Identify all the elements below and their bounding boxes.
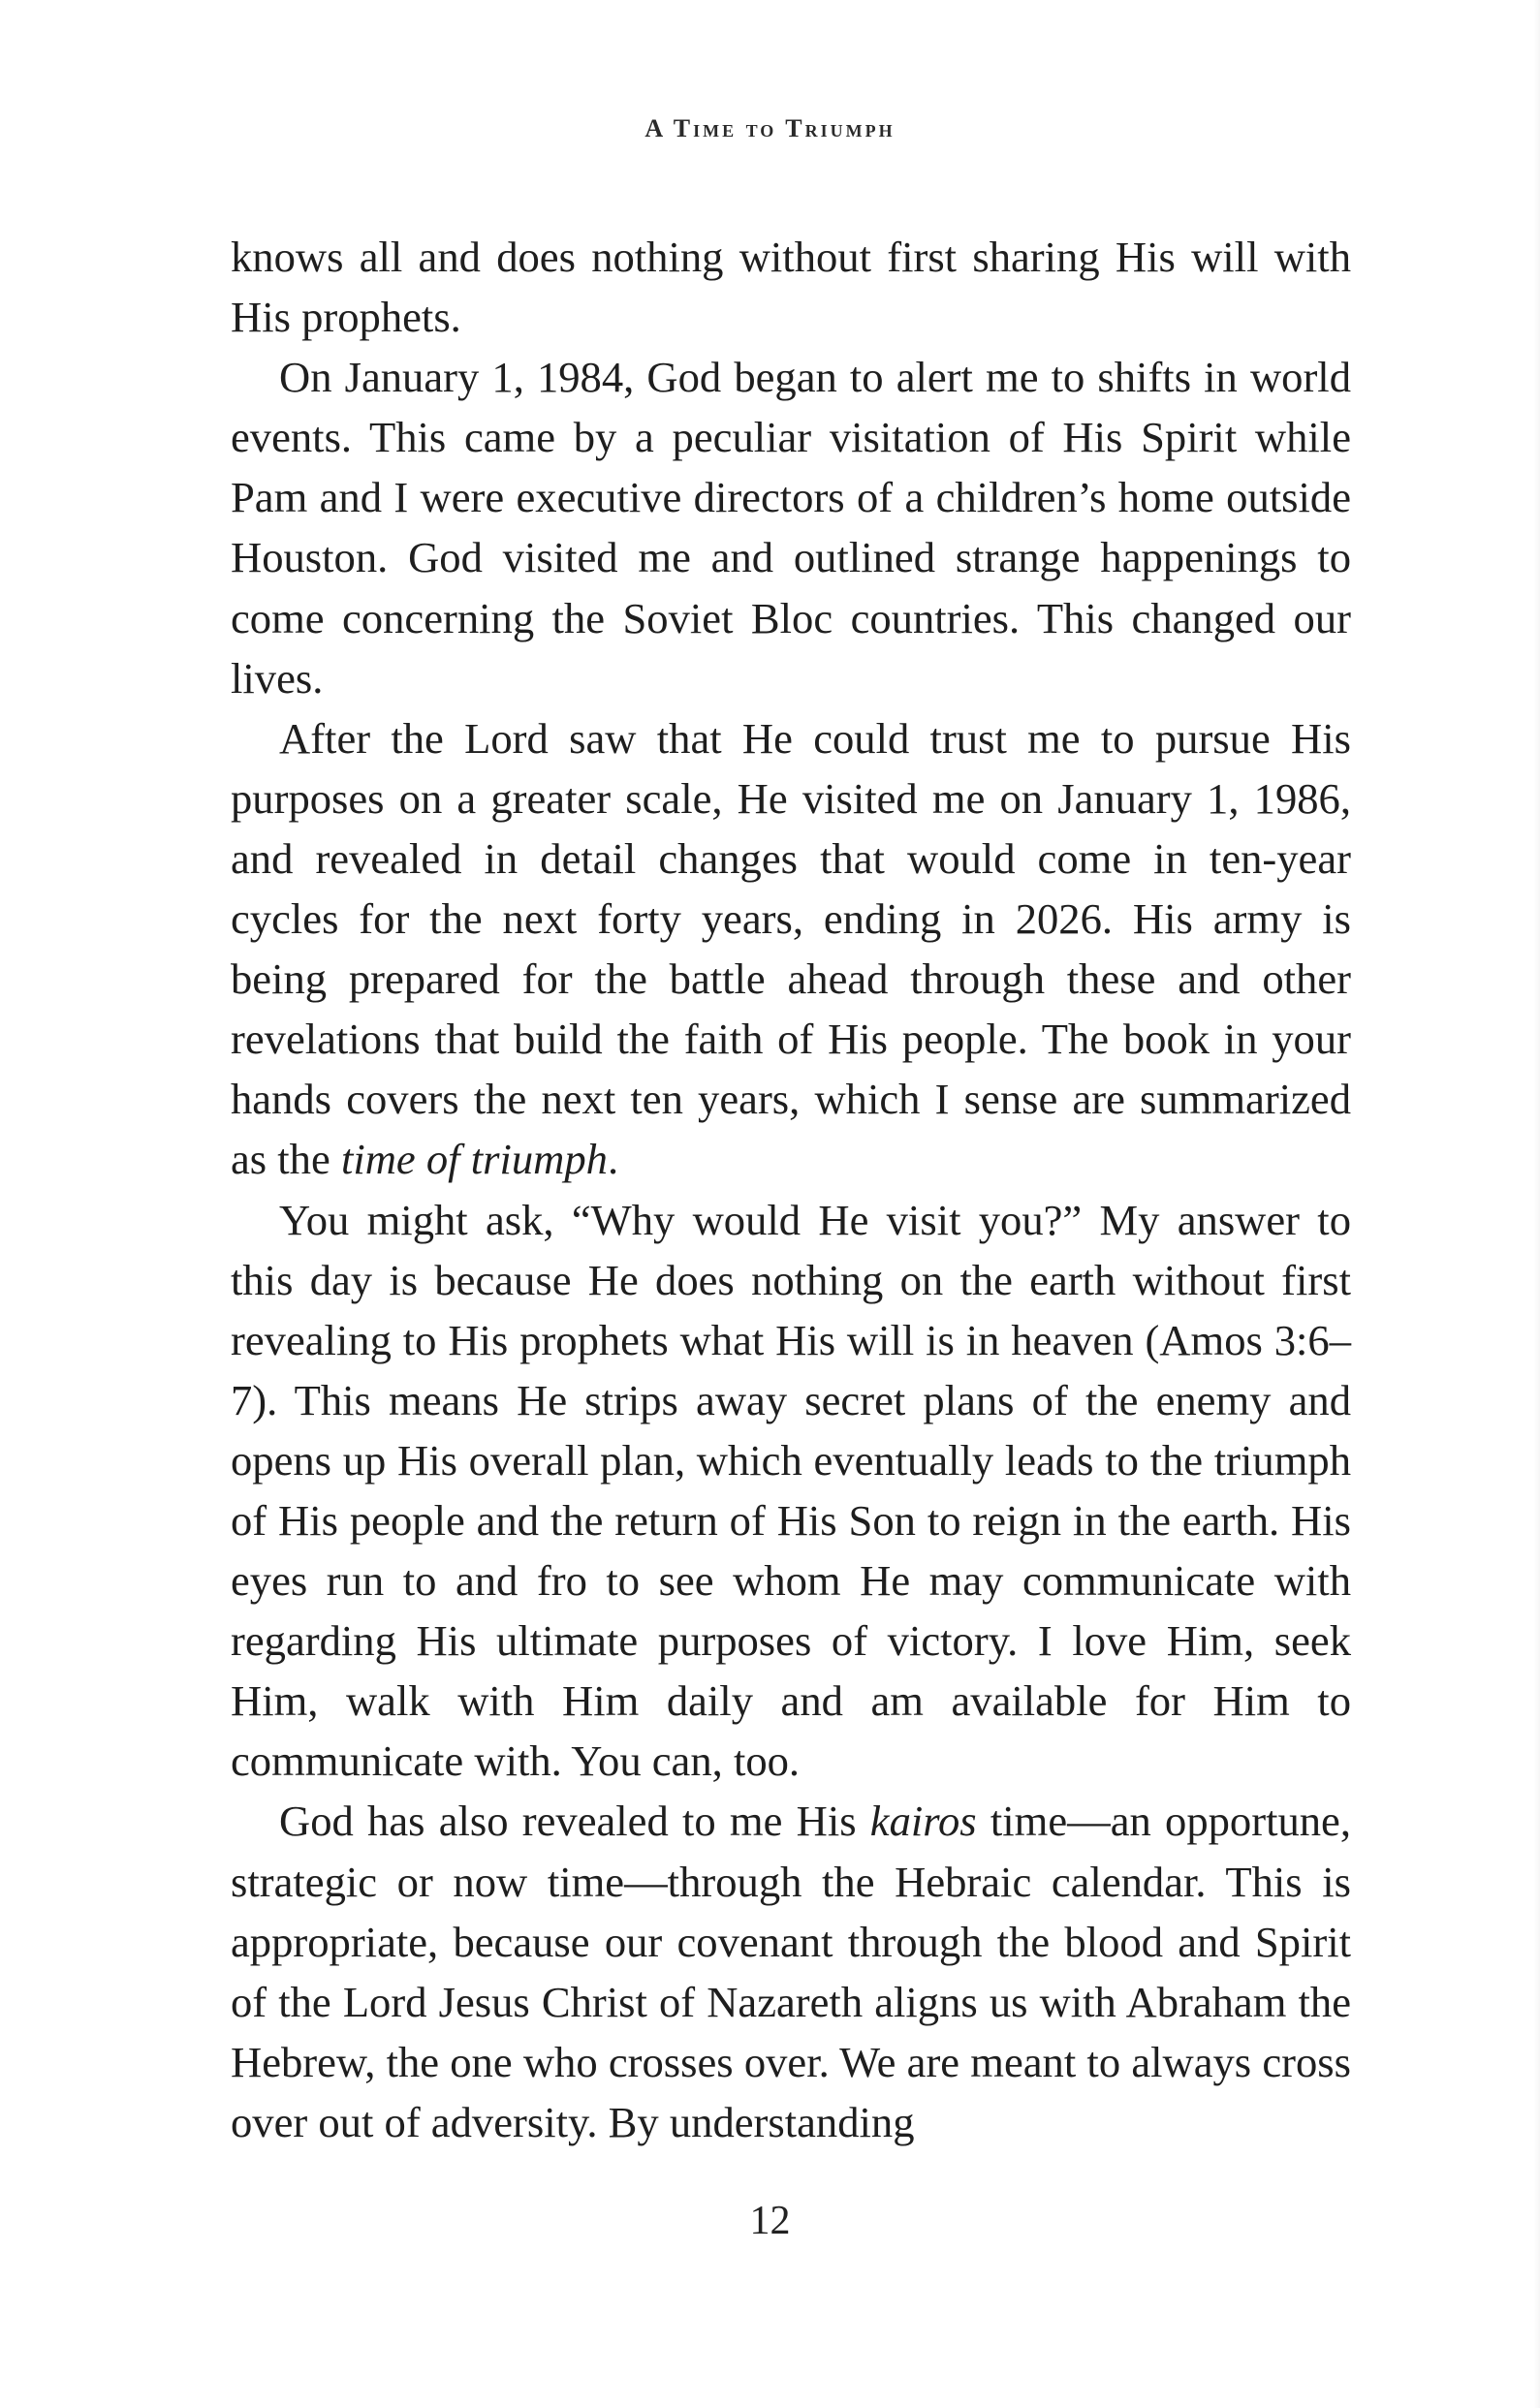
body-text bbox=[231, 227, 1351, 2152]
paragraph bbox=[231, 1791, 1351, 2152]
page-edge bbox=[1534, 0, 1540, 2408]
text-run: You might ask, “Why would He visit you?” My answer to this day is because He does nothing on the earth without first revealing to His prophets what His will is in heaven (Amos 3:6–7). This means He strips away secret plans of the enemy and opens up His overall plan, which eventually leads to the triumph of His people and the return of His Son to reign in the earth. His eyes run to and fro to see whom He may communicate with regarding His ultimate purposes of victory. I love Him, seek Him, walk with Him daily and am available for Him to communicate with. You can, too. bbox=[231, 1195, 1351, 1786]
text-run: On January 1, 1984, God began to alert me to shifts in world events. This came by a peculiar visitation of His Spirit while Pam and I were executive directors of a children’s home outside Houston. God visited me and outlined strange happenings to come concerning the Soviet Bloc countries. This changed our lives. bbox=[231, 353, 1351, 703]
text-run: After the Lord saw that He could trust me to pursue His purposes on a greater scale, He visited me on January 1, 1986, and revealed in detail changes that would come in ten-year cycles for the next forty years, ending in 2026. His army is being prepared for the battle ahead through these and other revelations that build the faith of His people. The book in your hands covers the next ten years, which I sense are summarized as the bbox=[231, 713, 1351, 1184]
italic-phrase: kairos bbox=[869, 1797, 977, 1846]
italic-phrase: time of triumph bbox=[340, 1135, 608, 1184]
paragraph bbox=[231, 1190, 1351, 1792]
running-head: A Time to Triumph bbox=[644, 114, 896, 142]
paragraph bbox=[231, 708, 1351, 1190]
page-number: 12 bbox=[749, 2199, 791, 2243]
text-run: time—an opportune, strategic or now time—through the Hebraic calendar. This is appropriate, because our covenant through the blood and Spirit of the Lord Jesus Christ of Nazareth aligns us with Abraham the Hebrew, the one who crosses over. We are meant to always cross over out of adversity. By understanding bbox=[231, 1797, 1352, 2146]
text-run: God has also revealed to me His bbox=[279, 1797, 870, 1846]
paragraph bbox=[231, 227, 1351, 347]
paragraph bbox=[231, 347, 1351, 708]
text-run: . bbox=[607, 1135, 619, 1184]
text-run: knows all and does nothing without first sharing His will with His prophets. bbox=[231, 233, 1351, 342]
